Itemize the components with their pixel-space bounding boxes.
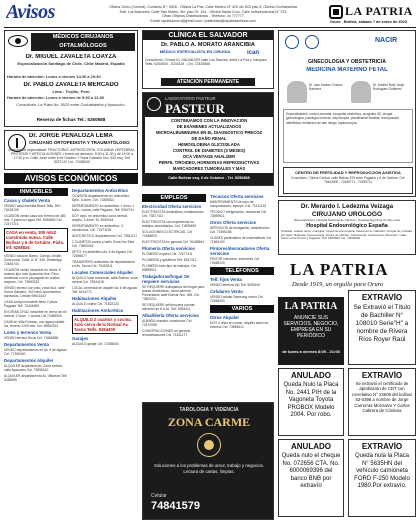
listing-item: DEPARTAMENTO en anticrético 1 dorm. 1 baño, cocina, calle Pagador. Telf. 5262741 bbox=[72, 204, 135, 212]
listing-item: CASA compo inmueble tiene 2 pisos Pagador Telf. 72444455 bbox=[4, 300, 58, 308]
category-heading: Lotes y terrenos Venta bbox=[4, 330, 52, 335]
ad-title: ZONA CARME bbox=[167, 415, 251, 429]
classifieds-column-1 bbox=[4, 186, 68, 521]
section-heading: VARIOS bbox=[210, 305, 274, 313]
category-heading: Otros Oferta servicios bbox=[210, 220, 257, 225]
category-heading: Habitaciones Alquiler bbox=[72, 296, 117, 301]
newspaper-logo: LA PATRIA bbox=[345, 4, 413, 18]
service-line: OCA VENTAGE ANALIZER bbox=[182, 154, 236, 159]
header-contact-info: Oficina Oruro (Central): Contacto N°: 5526 - Oficina La Paz: Calle Mexico N° 420 ofc 503 piso 5. Oficina Cochabamba Edif. Los Balcones: Calle San Martin, 3er. piso Of. 104 - Oficina Santa Cruz: Calle Independencia N° 375 Otras Oficinas Distribuidoras - Teléfono: 44 777777 Email: lapatriaoruro@gmail.com / publicidad@lapatriaenlinea.com bbox=[109, 5, 297, 23]
doctor-name: Dr. MIGUEL ZAVALETA LOAYZA bbox=[25, 54, 117, 60]
listing-item: TÉCNICO refrigeración, lavadoras Cel. 73899911 bbox=[210, 210, 267, 218]
listing-item: ALBAÑIL maestro constructor Cel. 72470055 bbox=[142, 319, 193, 327]
newspaper-logo-icon bbox=[329, 5, 343, 19]
category-heading: Electricidad Oferta servicios bbox=[142, 204, 202, 209]
service-line: CONTROL DE DIABETES (3 MESES) bbox=[172, 148, 246, 153]
category-heading: Departamentos Anticrético bbox=[72, 188, 128, 193]
listing-item: PLOMERÍA y gasfitería Telf. 5267411 bbox=[142, 258, 197, 262]
featured-listing: ALQUILO 2 cuartos y cocina. Solo cerca de la Normal Av. Tacna Telfs. 5264400 bbox=[72, 315, 138, 334]
service-line: HEMOGLOBINA GLICOSILADA bbox=[178, 142, 240, 147]
listing-item: TRANSFIERO anticrético de departamento en Av. Tacna Cel. 75422811 bbox=[72, 260, 136, 268]
notice-extravio: EXTRAVÍO Se Extravió el Título de Bachiller N° 108010 Serie"H" a nombre de Rivera Ríos Royer Raúl bbox=[348, 290, 416, 365]
classifieds-column-3 bbox=[142, 192, 206, 399]
listing-item: DEPARTAMENTO en anticrético. 3 dormitorios. Cel. 72471155 bbox=[72, 224, 124, 232]
page-header bbox=[0, 0, 420, 28]
listing-item: LOCAL comercial en alquiler Av. 6 de Agosto Telf. 5244771 bbox=[72, 286, 138, 294]
listing-item: VENDO casa en Barrio, Campo Jordán Zona norte. Calle 12 N° 445. WhatsApp 72484744 bbox=[4, 254, 62, 266]
listing-item: PLOMERO experto Cel. 72477411 bbox=[142, 252, 193, 256]
listing-item: ELECTRICISTA domiciliario, instalaciones. Cel. 73877411 bbox=[142, 210, 205, 218]
listing-item: ALQUILO local comercial, calle Bolívar, zona central Cel. 73844100 bbox=[72, 276, 138, 284]
notice-extravio: EXTRAVÍO Queda nula la Placa N° 5635HN del vehículo camioneta FORD F-250 Modelo 1980.Por extravío. bbox=[348, 439, 416, 517]
ad-ledezma: Dr. Merardo I. Ledezma Veizaga CIRUJANO UROLÓGO Especialización: Hospital Nacional de Clínicas - Hospital Argentina de San Juan Hospital Endourológico España Próstata, Litiasis renal, urológica, incontinencia urinaria, Vasectomía, Cálculos, Cirugía de próstata por laser, Biopsias, Uretroscopia, Fisura de esfínter, Cistoscopia, Uretrotomía. Dirección: Calle Sucre entre Potosí y Pagador, Telf. 5266500 Cel. 71846000 bbox=[278, 200, 416, 255]
doctor-name: Dr. Andres Noel Jorge Rodríguez Gutiérrez bbox=[373, 83, 405, 92]
listing-item: SE REQUIERE trabajadora del hogar para tareas domésticas, cama adentro. Presentarse calle Bolívar Nro. 455. Cel. 73822211 bbox=[142, 285, 205, 301]
category-heading: Trabajadoras/hogar Se requiere servicios bbox=[142, 274, 190, 284]
category-heading: Departamentos Venta bbox=[4, 342, 49, 347]
service-line: DE EXÁMENES ACTUALIZADOS bbox=[176, 124, 242, 129]
category-heading: Celulares Venta bbox=[210, 289, 243, 294]
listing-item: CONSTRUCCIONES en general, remodelaciones Cel. 71811177 bbox=[142, 329, 191, 337]
category-heading: Casas y chalets Venta bbox=[4, 198, 50, 203]
listing-item: PINTOR interiores, exteriores Cel. 72488100 bbox=[210, 257, 260, 265]
service-line: MICROALBUMINURIA EN EL DIAGNÓSTICO PRECOZ bbox=[155, 130, 263, 135]
section-heading: INMUEBLES bbox=[4, 188, 68, 196]
seal-icon bbox=[305, 35, 319, 49]
listing-item: VENDO departamentos en Av. 6 de Agosto Cel. 77155440 bbox=[4, 348, 67, 356]
classifieds-header: AVISOS ECONÓMICOS bbox=[4, 173, 138, 184]
notice-extravio: EXTRAVÍO Se extravió el certificado de aprobación de CDT con correlativo N° 23606 del bolívar 52-0398 a nombre de Jorge Carrerras Monzalvo Y Carlos Cabrera de Córdova bbox=[348, 368, 416, 436]
listing-item: OCASIÓN vendo inmueble en venta, 5 cuartos tipo Ivan Ayacucho Ave. Perú, amoblado con lo ya pagado en costos mejores. Cel. 73800233 bbox=[4, 268, 61, 284]
section-title: Avisos bbox=[6, 1, 55, 23]
category-heading: Telf. fijos Venta bbox=[210, 277, 242, 282]
category-heading: Plomería Oferta servicios bbox=[142, 246, 195, 251]
phone: 74841579 bbox=[151, 500, 200, 512]
doctor-name: Dr. Merardo I. Ledezma Veizaga bbox=[300, 203, 394, 210]
ican-badge: ican bbox=[247, 50, 260, 56]
category-heading: Técnicos Oferta servicios bbox=[210, 194, 264, 199]
featured-listing: CASA en venta, 300 mts2 construida nueva. Calle Bolívar y 6 de Octubre. Pista. Inf. 5258834 bbox=[4, 228, 68, 252]
category-heading: Habitaciones Anticrético bbox=[72, 308, 124, 313]
category-heading: Departamentos Alquiler bbox=[4, 358, 54, 363]
listing-item: ALQUILO cuarto Cel. 71822133 bbox=[72, 302, 119, 306]
category-heading: Locales Comerciales Alquiler bbox=[72, 270, 134, 275]
listing-item: ELECTRICISTA con experiencia en trabajos domiciliarios. Cel. 71899455 bbox=[142, 220, 197, 228]
ad-clinica-salvador: CLÍNICA EL SALVADOR Dr. PABLO A. MORATO ARANCIBIA MÉDICO ESPECIALISTA EN CIRUGÍA ican Consultorio: Clínica EL SALVADOR calle Los Sauces, entre La Paz y Vásquez. Telfs. 5254800 - 5234115 - Cel. 72435566 ATENCIÓN PERMANENTE bbox=[142, 30, 274, 89]
doctor-photo bbox=[287, 81, 307, 103]
listing-item: OCASIÓN vendo casa con terreno de 380 mts. 2 pisos luz agua Telf. 5264860 Cel. 72477211 bbox=[4, 214, 66, 226]
listing-item: MANTENIMIENTO técnico de computadoras, laptops. Cel. 72411133 bbox=[210, 200, 267, 208]
section-heading: TELÉFONOS bbox=[210, 267, 274, 275]
listing-item: DOY 4 años en comer, alquiler salón de eventos Cel. 73855112 bbox=[210, 321, 269, 329]
promo-slogan: Desde 1919, un orgullo para Oruro bbox=[292, 281, 384, 288]
listing-item: ALQUILER departamento Av. Villarroel Telf. 5246699 bbox=[4, 374, 68, 382]
classifieds-column-4 bbox=[210, 192, 274, 399]
promo-logo: LA PATRIA bbox=[290, 260, 389, 279]
listing-item: CASA en Villa Foiseau, con agua potable, luz, terreno 1200 mts. Cel. 69654321 bbox=[4, 320, 66, 328]
ad-laboratorio-pasteur: LABORATORIO PASTEUR PASTEUR CONTINUAMOS CON LA INNOVACIÓN DE EXÁMENES ACTUALIZADOS MICROALBUMINURIA EN EL DIAGNÓSTICO PRECOZ DE DAÑO RENAL HEMOGLOBINA GLICOSILADA CONTROL DE DIABETES (3 MESES) OCA VENTAGE ANALIZER PERFIL TIROIDEO, HORMONAS REPRODUCTIVAS MARCADORES TUMORALES Y MÁS Calle Bolívar esq. 6 de Octubre - Tel. 5250808 bbox=[142, 92, 274, 186]
doctor-name: Dr. JORGE PEÑALOZA LEMA bbox=[29, 133, 113, 139]
listing-item: ALQUILO garaje Cel. 72455600 bbox=[72, 342, 119, 346]
doctor-name: Dr. PABLO A. MORATO ARANCIBIA bbox=[161, 42, 255, 48]
service-line: DE DAÑO RENAL bbox=[191, 136, 227, 141]
seal-icon bbox=[285, 35, 299, 49]
listing-item: VENDO casa Avenida Brasil Telfs. 591-76135199 bbox=[4, 204, 62, 212]
ad-title: MEDICINA MATERNO FETAL bbox=[306, 67, 388, 73]
listing-item: DPTO. en anticrético Av. 6 de Agosto Cel. 72456677 bbox=[72, 250, 133, 258]
ad-title: CIRUJANO UROLÓGO bbox=[311, 211, 383, 218]
listing-item: SERVICIOS de fumigación, desinfección Cel. 72455188 bbox=[210, 226, 270, 234]
issue-date: Oruro - Bolivia, sábado 7 de enero de 2023 bbox=[330, 20, 407, 24]
phone: Calle Bolívar esq. 6 de Octubre - Tel. 5250808 bbox=[168, 176, 250, 180]
ad-tarot: TAROLOGÍA Y VIDENCIA ZONA CARME Soluciones a los problemas de amor, trabajo y negocios. Lectura de cartas, limpias. Celular 74841579 bbox=[142, 402, 274, 520]
ad-title: CLÍNICA EL SALVADOR bbox=[143, 31, 273, 40]
flask-icon bbox=[147, 97, 161, 111]
category-heading: Garajes bbox=[72, 336, 89, 341]
category-heading: Pintores/decoradores Oferta servicios bbox=[210, 246, 270, 256]
listing-item: VENDO terreno Rural Cel. 71866555 bbox=[4, 336, 59, 340]
service-line: PERFIL TIROIDEO, HORMONAS REPRODUCTIVAS bbox=[158, 160, 260, 165]
listing-item: SOLUCIONES ELÉCTRICAS. Cel. 72488833 bbox=[142, 230, 193, 238]
listing-item: CLASES particulares de matemáticas Cel. 71866100 bbox=[210, 236, 272, 244]
ad-title: MÉDICOS CIRUJANOS OFTALMÓLOGOS bbox=[31, 33, 135, 51]
listing-item: ANTICRETICO departamento Cel. 73811117 bbox=[72, 234, 138, 238]
crystal-ball-icon bbox=[197, 433, 221, 457]
ad-title: PASTEUR bbox=[165, 101, 225, 116]
listing-item: SE REQUIERE señora para cocinar, atención de 8 a 16. Telf. 5254411 bbox=[142, 303, 196, 311]
doctor-name: Dr. Ivan Andres Chavez Ramírez bbox=[309, 83, 343, 92]
listing-item: ALQUILER departamento. Zona central, calle Ayacucho Cel. 73855442 bbox=[4, 364, 63, 372]
listing-item: VENDO terreno con piso, zona Sud, calle Sorria Galvarro, 400 mts2 documentos saneados. Celular 69611443 bbox=[4, 286, 65, 298]
service-line: CONTINUAMOS CON LA INNOVACIÓN bbox=[170, 118, 248, 123]
notice-anulado: ANULADO Queda Nulo la Placa No. 2441 PIH de la Vagoneta Toyota PROBOX Modelo 2004. Por robo. bbox=[278, 368, 344, 436]
classifieds-column-2 bbox=[72, 186, 138, 521]
listing-item: PLOMERO todo tipo de trabajos. Cel. 69599511 bbox=[142, 264, 197, 272]
ad-la-patria-promo: LA PATRIA ANUNCIE SUS SERVICIOS, NEGOCIO, EMPRESA EN SU PERIÓDICO de lunes a viernes 8:00 - 21:00 bbox=[278, 297, 344, 365]
notice-anulado: ANULADO Queda nulo el cheque No. 072656 CTA. No. 6000069396 del banco BNB por extravío bbox=[278, 439, 344, 517]
listing-item: 2 CUARTOS cocina y baño Zona Nor Este. Cel. 73800044 bbox=[72, 240, 136, 248]
section-heading: EMPLEOS bbox=[142, 194, 206, 202]
ad-medicos-oftalmologos: MÉDICOS CIRUJANOS OFTALMÓLOGOS Dr. MIGUEL ZAVALETA LOAYZA Especialización Santiago de Chile, Chile Madrid, España Horario de atención: Lunes a viernes 14:30 a 20:30 Dr. PABLO ZAVALETA MERCADO Lima - Trujillo, Perú Horario de atención: Lunes a viernes de 9:00 a 12:00 Consultorio: La Plata No. 5020 entre Cochabamba y Ayacucho. Reserva de fichas Tel.: 5260688 bbox=[4, 30, 138, 127]
ad-penaloza: Dr. JORGE PEÑALOZA LEMA CIRUJANO ORTOPEDISTA Y TRAUMATÓLOGO Atención de especialidad: FRACTURAS, ARTROSCOPIA, COLUMNA VERTEBRAL, PROTESIS Y ARTICULACIONES. Horario de atención: 8:00 a 11:30 y de 14:00 a 17:30 p.m. Calle Junin entre 6 de Octubre Y Soria Galvarro Nro. 632 esq. Telf. 5257120 Cel. 72455000 bbox=[4, 130, 138, 170]
listing-item: ELECTRICISTA en general Cel. 76188844 bbox=[142, 240, 205, 244]
ad-materno-fetal: NACIR GINECOLOGÍA Y OBSTETRICIA MEDICINA MATERNO FETAL Dr. Ivan Andres Chavez Ramírez Dr. Andres Noel Jorge Rodríguez Gutiérrez Especialidades: control prenatal, ecografía obstétrica, ecografía 4D, cirugía ginecológica, patología cervical, colposcopía, planificación familiar, menopausia, infertilidad, embarazo de alto riesgo, laparoscopía. CENTRO DE FERTILIDAD Y REPRODUCCIÓN ASISTIDA Consultorio: Clínica Central, calle Bolívar 578 entre Pagador y 6 de Octubre. Cel: 75444000 - 72455771 - 72455711 bbox=[278, 30, 416, 197]
eye-icon bbox=[8, 35, 28, 47]
doctor-name: Dr. PABLO ZAVALETA MERCADO bbox=[23, 82, 119, 88]
category-heading: Albañilería Oferta servicios bbox=[142, 313, 199, 318]
phone: Reserva de fichas Tel.: 5260688 bbox=[36, 117, 106, 122]
category-heading: Otros Alquiler bbox=[210, 315, 240, 320]
listing-item: OCASIÓN departamento en anticrético, Dpto. 3 dorm. Cel. 71865522 bbox=[72, 194, 130, 202]
service-line: MARCADORES TUMORALES Y MÁS bbox=[172, 166, 246, 171]
nacir-logo: NACIR bbox=[375, 37, 398, 44]
listing-item: EN GRAN CRUZ inmueble en venta de mil metros. 2 dorm. 1 cocina Cel 72489900 bbox=[4, 310, 67, 318]
listing-item: VENDO celular Samsung nuevo Cel. 72455000 bbox=[210, 295, 264, 303]
doctor-photo bbox=[351, 81, 371, 103]
listing-item: DOY dpto. en anticrético zona central, amplio, 3 dorm. Sr. 5250044 bbox=[72, 214, 128, 222]
listing-item: VENDO teléfono fijo Telf. 5255100 bbox=[210, 283, 261, 287]
